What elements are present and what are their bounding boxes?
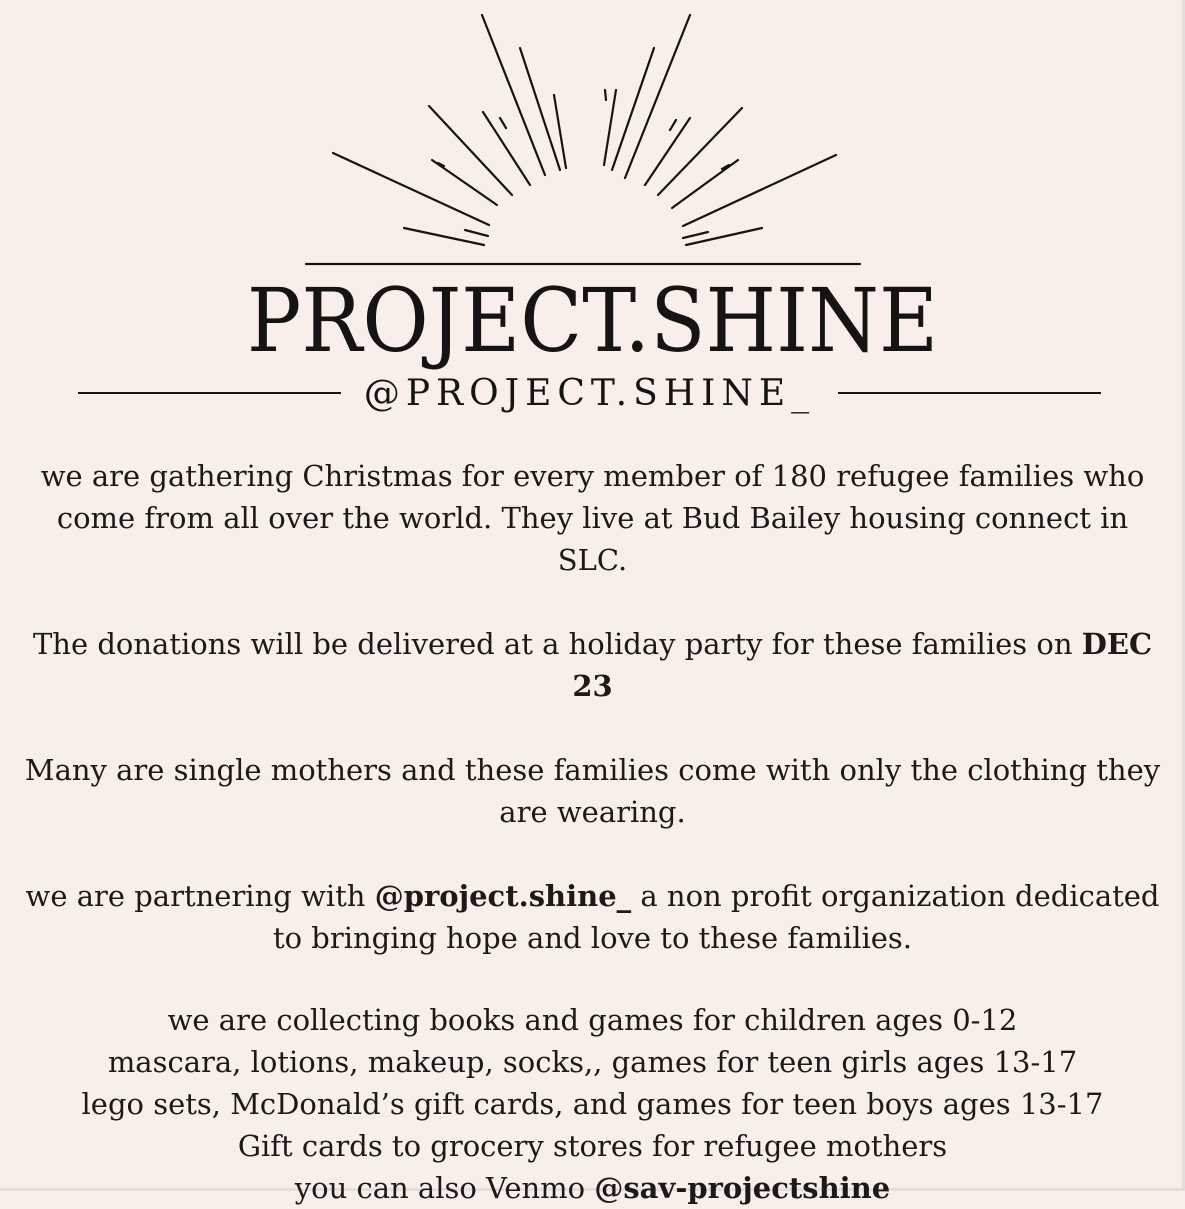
collecting-teen-boys: lego sets, McDonald’s gift cards, and games for teen boys ages 13-17 — [81, 1087, 1104, 1121]
handle-row — [78, 370, 1101, 416]
partner-paragraph — [0, 875, 1185, 959]
partner-handle: @project.shine_ — [374, 879, 632, 913]
sunburst-icon — [0, 0, 1185, 280]
partner-description: a non profit organization dedicated to bringing hope and love to these families. — [272, 879, 1160, 955]
brand-title: PROJECT.SHINE — [246, 269, 939, 372]
collecting-teen-girls: mascara, lotions, makeup, socks,, games for teen girls ages 13-17 — [107, 1045, 1078, 1079]
collecting-list — [0, 999, 1185, 1209]
partner-text: we are partnering with — [25, 879, 375, 913]
collecting-children: we are collecting books and games for children ages 0-12 — [167, 1003, 1018, 1037]
venmo-text: you can also Venmo — [294, 1171, 595, 1205]
mothers-paragraph: Many are single mothers and these families come with only the clothing they are wearing. — [24, 753, 1161, 829]
delivery-text: The donations will be delivered at a holiday party for these families on — [32, 627, 1082, 661]
intro-paragraph: we are gathering Christmas for every member of 180 refugee families who come from all over the world. They live at Bud Bailey housing connect in SLC. — [40, 459, 1145, 577]
venmo-handle: @sav-projectshine — [594, 1171, 891, 1205]
divider-left — [78, 392, 341, 394]
delivery-date: DEC 23 — [572, 627, 1153, 703]
brand-handle: @PROJECT.SHINE_ — [363, 372, 816, 414]
venmo-line — [18, 1167, 1167, 1209]
delivery-paragraph — [0, 623, 1185, 707]
divider-right — [838, 392, 1101, 394]
flyer-body — [0, 455, 1185, 1209]
collecting-mothers: Gift cards to grocery stores for refugee mothers — [237, 1129, 948, 1163]
